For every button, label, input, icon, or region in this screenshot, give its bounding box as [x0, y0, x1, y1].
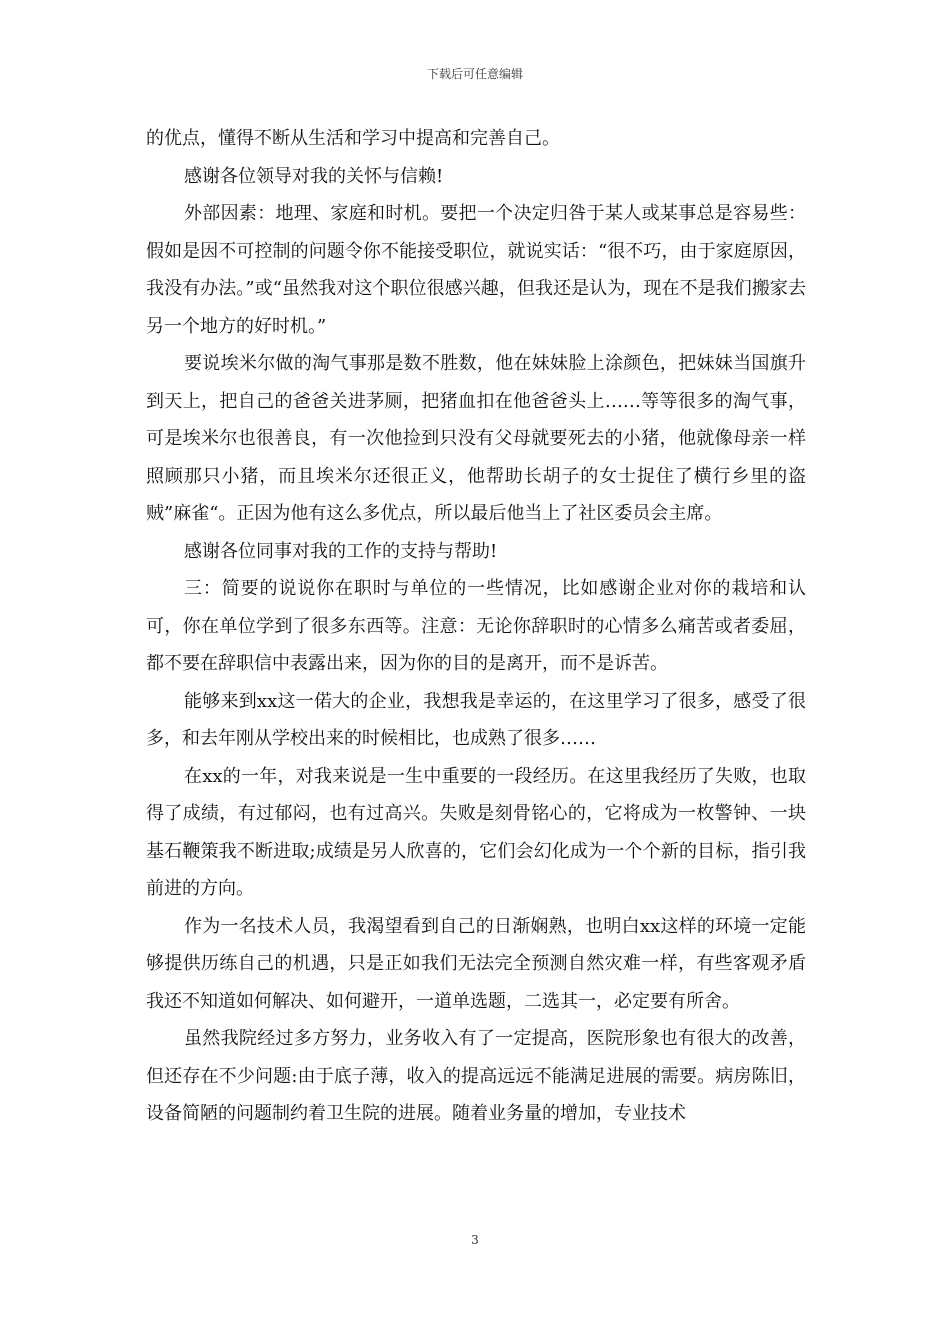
page-header: 下载后可任意编辑	[426, 67, 523, 81]
page-number: 3	[471, 1233, 479, 1247]
paragraph: 在xx的一年，对我来说是一生中重要的一段经历。在这里我经历了失败，也取得了成绩，有过郁闷，也有过高兴。失败是刻骨铭心的，它将成为一枚警钟、一块基石鞭策我不断进取;成绩是另人欣喜的，它们会幻化成为一个个新的目标，指引我前进的方向。	[146, 765, 806, 899]
paragraph: 外部因素：地理、家庭和时机。要把一个决定归咎于某人或某事总是容易些：假如是因不可控制的问题令你不能接受职位，就说实话：“很不巧，由于家庭原因，我没有办法。”或“虽然我对这个职位很感兴趣，但我还是认为，现在不是我们搬家去另一个地方的好时机。”	[146, 203, 806, 337]
paragraph-continuation: 的优点，懂得不断从生活和学习中提高和完善自己。	[146, 128, 560, 149]
paragraph: 三：简要的说说你在职时与单位的一些情况，比如感谢企业对你的栽培和认可，你在单位学到了很多东西等。注意：无论你辞职时的心情多么痛苦或者委屈，都不要在辞职信中表露出来，因为你的目的是离开，而不是诉苦。	[146, 578, 806, 674]
paragraph: 虽然我院经过多方努力，业务收入有了一定提高，医院形象也有很大的改善，但还存在不少问题:由于底子薄，收入的提高远远不能满足进展的需要。病房陈旧，设备简陋的问题制约着卫生院的进展。随着业务量的增加，专业技术	[146, 1028, 806, 1124]
paragraph: 作为一名技术人员，我渴望看到自己的日渐娴熟，也明白xx这样的环境一定能够提供历练自己的机遇，只是正如我们无法完全预测自然灾难一样，有些客观矛盾我还不知道如何解决、如何避开，一道单选题，二选其一，必定要有所舍。	[146, 915, 806, 1012]
document-body	[146, 120, 806, 1133]
paragraph: 感谢各位同事对我的工作的支持与帮助!	[184, 540, 498, 562]
paragraph: 感谢各位领导对我的关怀与信赖!	[184, 165, 444, 187]
paragraph: 要说埃米尔做的淘气事那是数不胜数，他在妹妹脸上涂颜色，把妹妹当国旗升到天上，把自己的爸爸关进茅厕，把猪血扣在他爸爸头上……等等很多的淘气事，可是埃米尔也很善良，有一次他捡到只没有父母就要死去的小猪，他就像母亲一样照顾那只小猪，而且埃米尔还很正义，他帮助长胡子的女士捉住了横行乡里的盗贼”麻雀“。正因为他有这么多优点，所以最后他当上了社区委员会主席。	[146, 353, 806, 524]
paragraph: 能够来到xx这一偌大的企业，我想我是幸运的，在这里学习了很多，感受了很多，和去年刚从学校出来的时候相比，也成熟了很多……	[146, 690, 806, 749]
